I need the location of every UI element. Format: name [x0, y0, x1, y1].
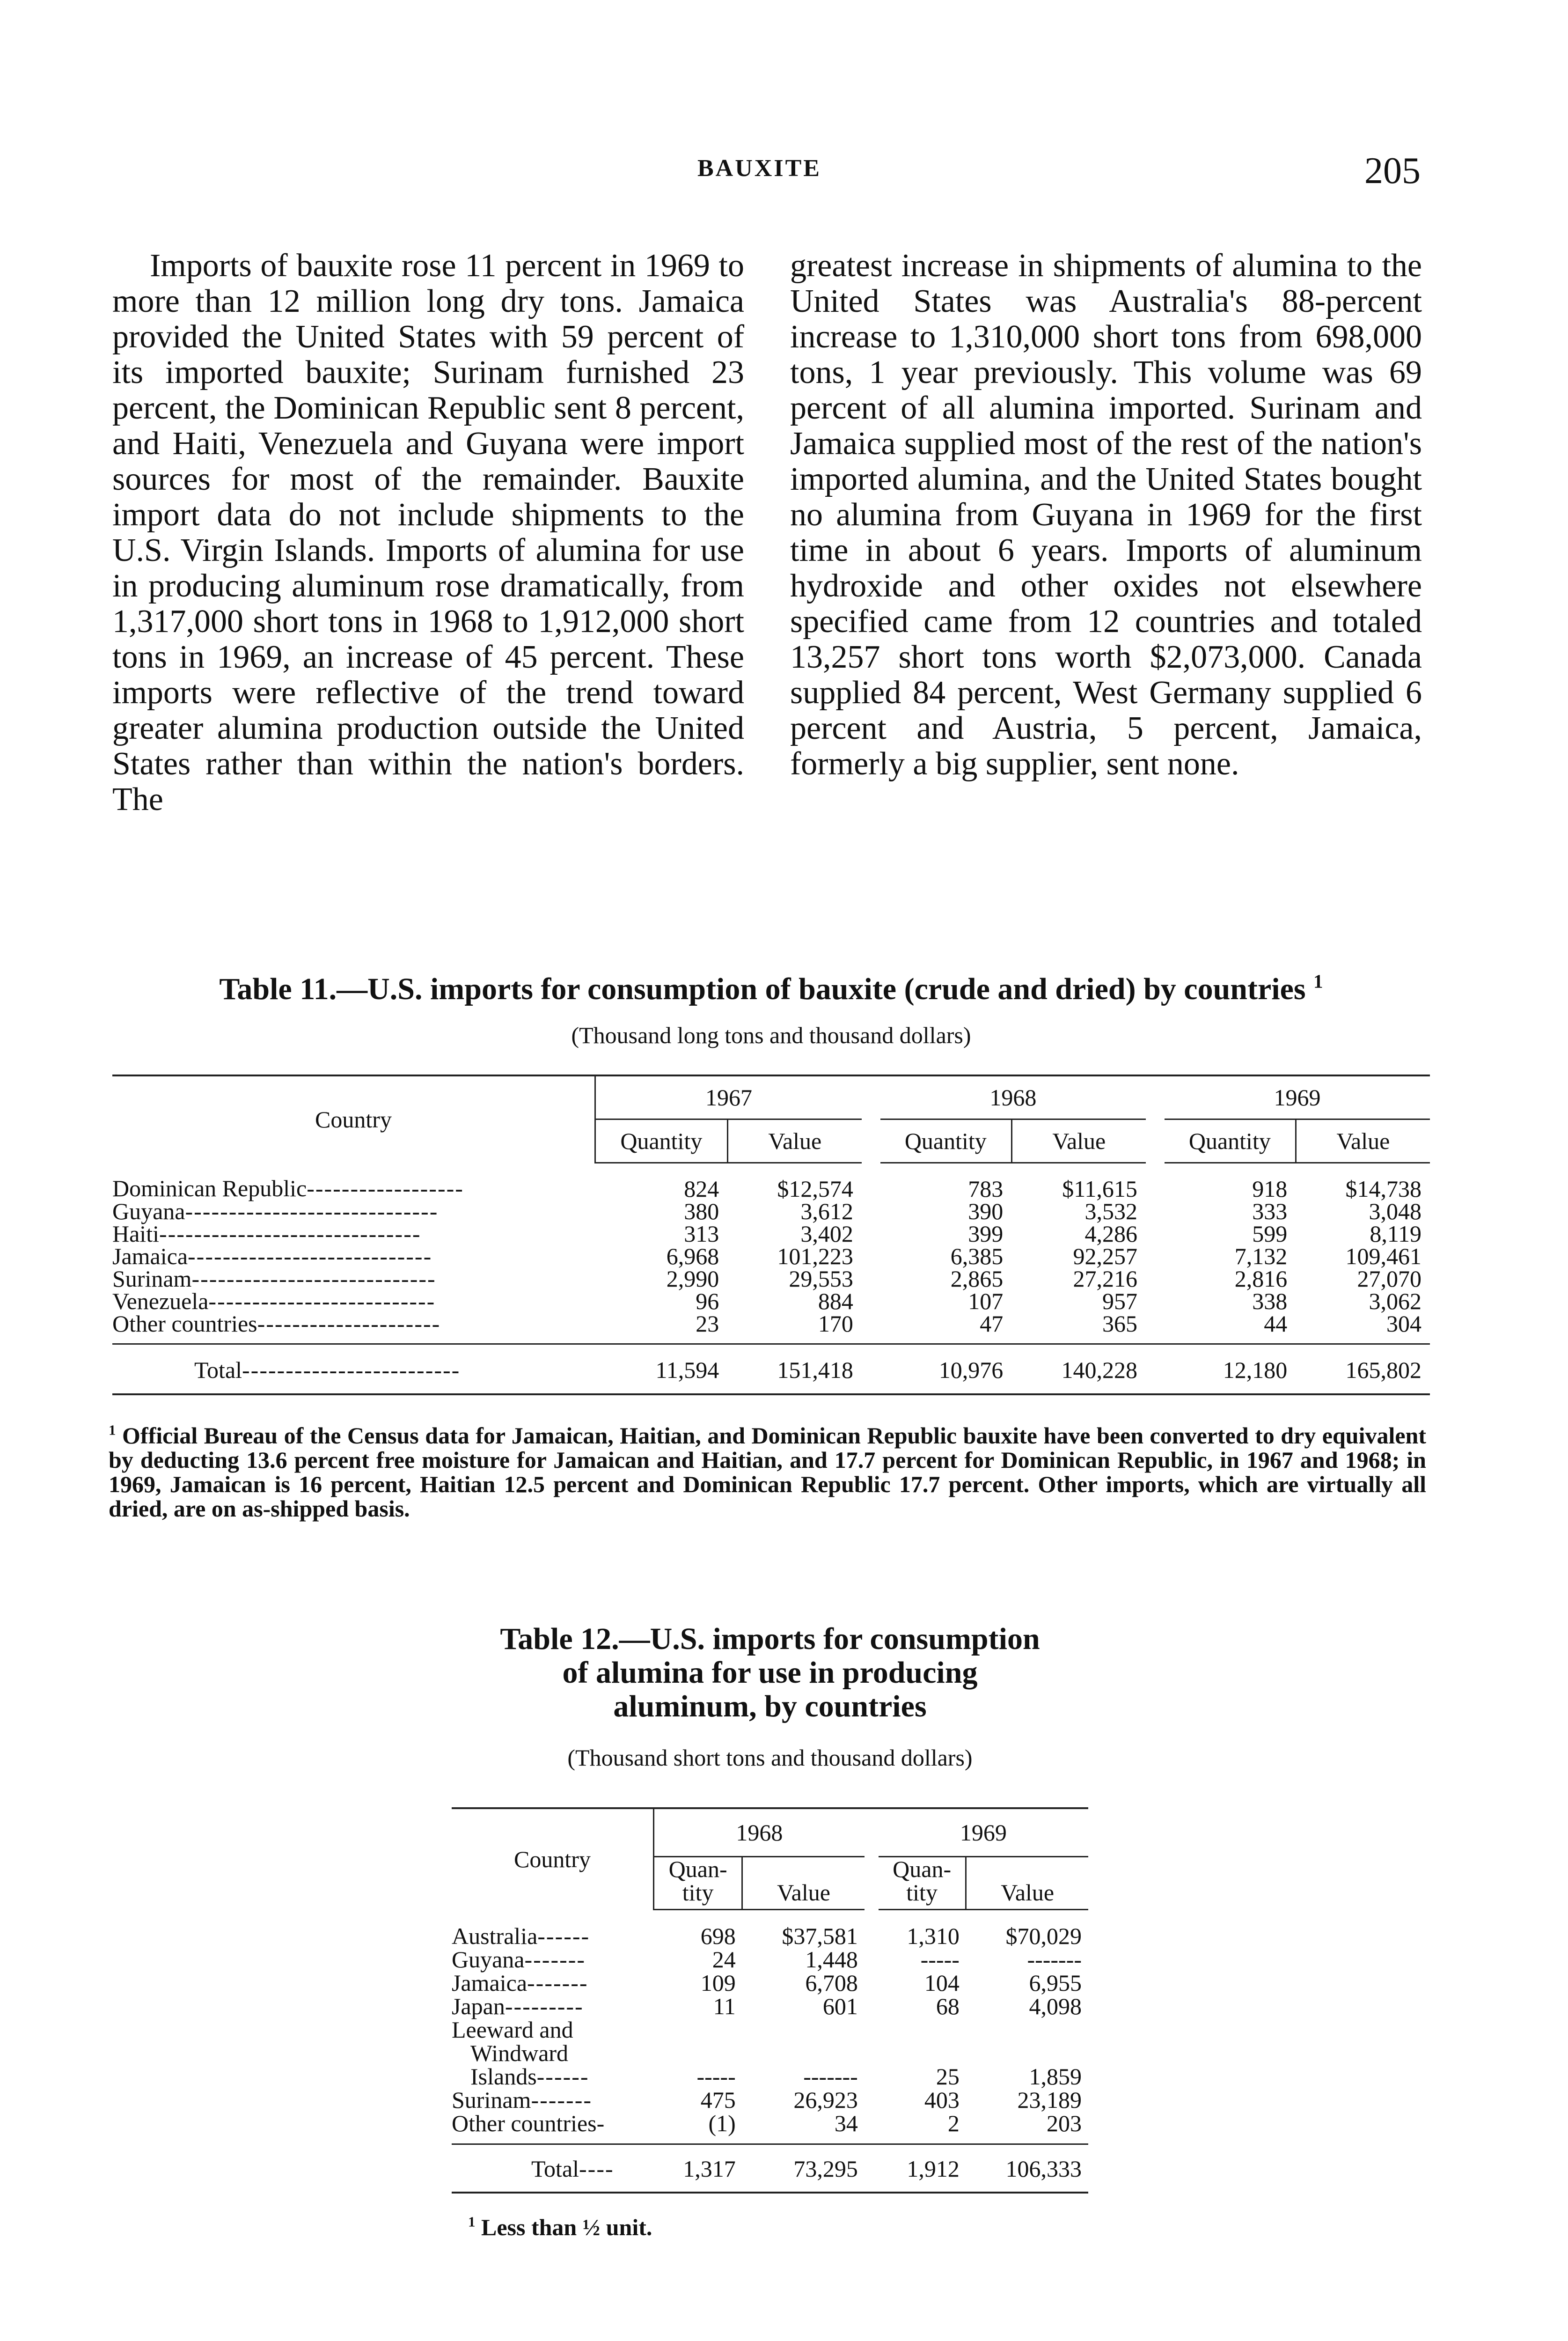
quantity-cell: 313	[684, 1221, 719, 1247]
table11-quantity-header: Quantity	[595, 1119, 728, 1163]
table-row	[452, 2065, 1088, 2088]
value-cell: 26,923	[793, 2087, 858, 2113]
table12-country-header: Country	[452, 1808, 654, 1910]
value-cell: 6,955	[1029, 1970, 1082, 1996]
body-text-right-column: greatest increase in shipments of alumina to the United States was Australia's 88-percent increase to 1,310,000 short tons from 698,000 tons, 1 year previously. This volume was 69 percent of all alumina imported. Surinam and Jamaica supplied most of the rest of the nation's imported alumina, and the United States bought no alumina from Guyana in 1969 for the first time in about 6 years. Imports of aluminum hydroxide and other oxides not elsewhere specified came from 12 countries and totaled 13,257 short tons worth $2,073,000. Canada supplied 84 percent, West Germany supplied 6 percent and Austria, 5 percent, Jamaica, formerly a big supplier, sent none.	[790, 248, 1422, 782]
table12	[452, 1807, 1088, 2194]
table-row	[452, 2112, 1088, 2144]
quantity-cell: 11,594	[595, 1344, 728, 1395]
value-cell: 92,257	[1073, 1243, 1137, 1269]
value-cell: 3,048	[1369, 1198, 1421, 1224]
country-cell: Japan---------	[452, 1993, 584, 2019]
value-cell: $12,574	[777, 1176, 853, 1202]
table12-units: (Thousand short tons and thousand dollars)	[567, 1745, 973, 1771]
quantity-cell: 2,990	[666, 1266, 719, 1292]
quantity-cell: 1,317	[654, 2144, 742, 2193]
value-cell: $37,581	[782, 1923, 858, 1949]
value-cell: 3,062	[1369, 1288, 1421, 1314]
value-cell: 106,333	[966, 2144, 1088, 2193]
value-cell: 34	[834, 2110, 858, 2136]
value-cell: 8,119	[1370, 1221, 1421, 1247]
table-row	[112, 1267, 1430, 1290]
table11-value-header: Value	[727, 1119, 862, 1163]
table12-quantity-header: Quan- tity	[879, 1857, 966, 1910]
footnote-text: Less than ½ unit.	[481, 2214, 652, 2240]
country-cell: Jamaica-------	[452, 1970, 588, 1996]
quantity-cell: 24	[712, 1946, 736, 1973]
value-cell: 3,402	[800, 1221, 853, 1247]
quantity-cell: 2	[947, 2110, 960, 2136]
quantity-cell: 44	[1264, 1310, 1288, 1337]
quantity-cell	[879, 2041, 966, 2065]
quantity-cell: 399	[968, 1221, 1004, 1247]
quantity-cell: 783	[968, 1176, 1004, 1202]
body-text-left-column: Imports of bauxite rose 11 percent in 1969 to more than 12 million long dry tons. Jamaica provided the United States with 59 percent of its imported bauxite; Surinam furnished 23 percent, the Dominican Republic sent 8 percent, and Haiti, Venezuela and Guyana were import sources for most of the remainder. Bauxite import data do not include shipments to the U.S. Virgin Islands. Imports of alumina for use in producing aluminum rose dramatically, from 1,317,000 short tons in 1968 to 1,912,000 short tons in 1969, an increase of 45 percent. These imports were reflective of the trend toward greater alumina production outside the United States rather than within the nation's borders. The	[112, 248, 744, 817]
table11-year-header: 1968	[989, 1084, 1037, 1111]
total-label-cell: Total-------------------------	[112, 1344, 595, 1395]
table11	[112, 1075, 1430, 1395]
table11-title	[112, 972, 1430, 1007]
quantity-cell: 6,968	[666, 1243, 719, 1269]
table-row	[112, 1312, 1430, 1344]
quantity-cell: 698	[700, 1923, 736, 1949]
table12-value-header: Value	[966, 1857, 1088, 1910]
table-row	[112, 1245, 1430, 1267]
quantity-cell: (1)	[708, 2110, 736, 2136]
value-cell: 1,448	[805, 1946, 858, 1973]
country-cell: Windward	[470, 2040, 569, 2066]
table12-title-line: aluminum, by countries	[613, 1689, 927, 1723]
value-cell: 4,286	[1084, 1221, 1137, 1247]
quantity-cell: 338	[1252, 1288, 1288, 1314]
quantity-cell: -----	[920, 1946, 960, 1973]
value-cell: $70,029	[1005, 1923, 1082, 1949]
table11-year-header: 1967	[705, 1084, 752, 1111]
table-row	[452, 2041, 1088, 2065]
table11-value-header: Value	[1011, 1119, 1146, 1163]
table11-title-text: Table 11.—U.S. imports for consumption of bauxite (crude and dried) by countries	[219, 972, 1306, 1006]
table12-value-header: Value	[742, 1857, 865, 1910]
country-cell: Surinam-------	[452, 2087, 592, 2113]
quantity-cell: 12,180	[1165, 1344, 1296, 1395]
value-cell: 140,228	[1011, 1344, 1146, 1395]
quantity-cell	[654, 2041, 742, 2065]
quantity-cell: 599	[1252, 1221, 1288, 1247]
table-row	[452, 1995, 1088, 2018]
quantity-cell: 23	[696, 1310, 719, 1337]
value-cell: 203	[1047, 2110, 1082, 2136]
value-cell: 1,859	[1029, 2063, 1082, 2090]
quantity-cell: 380	[684, 1198, 719, 1224]
value-cell: 109,461	[1345, 1243, 1421, 1269]
country-cell: Dominican Republic------------------	[112, 1175, 464, 1202]
table11-footnote	[109, 1423, 1426, 1521]
value-cell: 365	[1102, 1310, 1137, 1337]
table12-title-line: of alumina for use in producing	[562, 1656, 978, 1690]
table11-quantity-header: Quantity	[880, 1119, 1011, 1163]
table11-quantity-header: Quantity	[1165, 1119, 1296, 1163]
quantity-cell: 25	[936, 2063, 960, 2090]
running-title: BAUXITE	[697, 155, 821, 182]
country-cell: Guyana-------	[452, 1946, 586, 1973]
quantity-cell: 11	[713, 1993, 736, 2019]
table-row	[112, 1163, 1430, 1200]
quantity-cell: 10,976	[880, 1344, 1011, 1395]
country-cell: Leeward and	[452, 2017, 573, 2043]
quantity-cell: 68	[936, 1993, 960, 2019]
quantity-cell: 107	[968, 1288, 1004, 1314]
table-row	[452, 1948, 1088, 1971]
quantity-cell: 403	[924, 2087, 960, 2113]
quantity-cell: -----	[696, 2063, 736, 2090]
table12-year-header: 1968	[736, 1819, 783, 1846]
value-cell: 3,612	[800, 1198, 853, 1224]
quantity-cell: 7,132	[1234, 1243, 1288, 1269]
value-cell: 27,216	[1073, 1266, 1137, 1292]
table11-year-header: 1969	[1274, 1084, 1321, 1111]
table11-units: (Thousand long tons and thousand dollars)	[571, 1022, 971, 1048]
value-cell: 101,223	[777, 1243, 853, 1269]
value-cell: 6,708	[805, 1970, 858, 1996]
table-row	[452, 2018, 1088, 2041]
value-cell: 73,295	[742, 2144, 865, 2193]
value-cell: $11,615	[1062, 1176, 1137, 1202]
value-cell: 27,070	[1357, 1266, 1421, 1292]
table11-title-footnote-ref: 1	[1313, 971, 1323, 992]
quantity-cell: 824	[684, 1176, 719, 1202]
table11-total-row	[112, 1344, 1430, 1395]
quantity-cell: 6,385	[950, 1243, 1004, 1269]
table12-footnote	[468, 2214, 652, 2241]
value-cell	[742, 2018, 865, 2041]
table12-total-row	[452, 2144, 1088, 2193]
footnote-mark: 1	[109, 1421, 116, 1438]
country-cell: Australia------	[452, 1923, 590, 1949]
quantity-cell: 475	[700, 2087, 736, 2113]
value-cell: 151,418	[727, 1344, 862, 1395]
value-cell: -------	[1027, 1946, 1082, 1973]
value-cell: $14,738	[1345, 1176, 1421, 1202]
value-cell: 165,802	[1296, 1344, 1430, 1395]
table12-title	[412, 1622, 1128, 1723]
value-cell: 170	[818, 1310, 853, 1337]
value-cell: 23,189	[1017, 2087, 1082, 2113]
value-cell: 304	[1386, 1310, 1421, 1337]
table12-title-line: Table 12.—U.S. imports for consumption	[500, 1622, 1040, 1656]
table-row	[452, 1910, 1088, 1948]
table11-country-header: Country	[112, 1075, 595, 1163]
value-cell: 3,532	[1084, 1198, 1137, 1224]
value-cell: -------	[803, 2063, 858, 2090]
table11-value-header: Value	[1296, 1119, 1430, 1163]
quantity-cell: 390	[968, 1198, 1004, 1224]
value-cell: 29,553	[789, 1266, 853, 1292]
country-cell: Other countries-	[452, 2110, 606, 2136]
country-cell: Haiti------------------------------	[112, 1221, 421, 1247]
value-cell: 957	[1102, 1288, 1137, 1314]
total-label-cell: Total----	[452, 2144, 654, 2193]
country-cell: Islands------	[470, 2063, 589, 2090]
value-cell: 601	[822, 1993, 858, 2019]
country-cell: Other countries---------------------	[112, 1310, 441, 1337]
value-cell	[966, 2018, 1088, 2041]
quantity-cell: 104	[924, 1970, 960, 1996]
table12-year-header: 1969	[960, 1819, 1007, 1846]
table-row	[452, 1971, 1088, 1995]
quantity-cell: 333	[1252, 1198, 1288, 1224]
quantity-cell	[654, 2018, 742, 2041]
footnote-mark: 1	[468, 2213, 476, 2230]
country-cell: Guyana-----------------------------	[112, 1198, 439, 1224]
quantity-cell: 47	[980, 1310, 1004, 1337]
quantity-cell: 918	[1252, 1176, 1288, 1202]
quantity-cell: 2,865	[950, 1266, 1004, 1292]
table-row	[112, 1222, 1430, 1245]
page-number: 205	[1364, 150, 1421, 191]
quantity-cell: 96	[696, 1288, 719, 1314]
value-cell	[742, 2041, 865, 2065]
table12-quantity-header: Quan- tity	[654, 1857, 742, 1910]
table-row	[112, 1200, 1430, 1222]
country-cell: Venezuela--------------------------	[112, 1288, 436, 1314]
quantity-cell: 1,310	[907, 1923, 960, 1949]
country-cell: Surinam----------------------------	[112, 1266, 436, 1292]
quantity-cell	[879, 2018, 966, 2041]
value-cell: 884	[818, 1288, 853, 1314]
table-row	[112, 1290, 1430, 1312]
table-row	[452, 2088, 1088, 2112]
quantity-cell: 2,816	[1234, 1266, 1288, 1292]
footnote-text: Official Bureau of the Census data for Jamaican, Haitian, and Dominican Republic bauxite have been converted to dry equivalent by deducting 13.6 percent free moisture for Jamaican and Haitian, and 17.7 percent for Dominican Republic, in 1967 and 1968; in 1969, Jamaican is 16 percent, Haitian 12.5 percent and Dominican Republic 17.7 percent. Other imports, which are virtually all dried, are on as-shipped basis.	[109, 1422, 1427, 1522]
value-cell	[966, 2041, 1088, 2065]
quantity-cell: 109	[700, 1970, 736, 1996]
country-cell: Jamaica----------------------------	[112, 1243, 432, 1269]
value-cell: 4,098	[1029, 1993, 1082, 2019]
quantity-cell: 1,912	[879, 2144, 966, 2193]
